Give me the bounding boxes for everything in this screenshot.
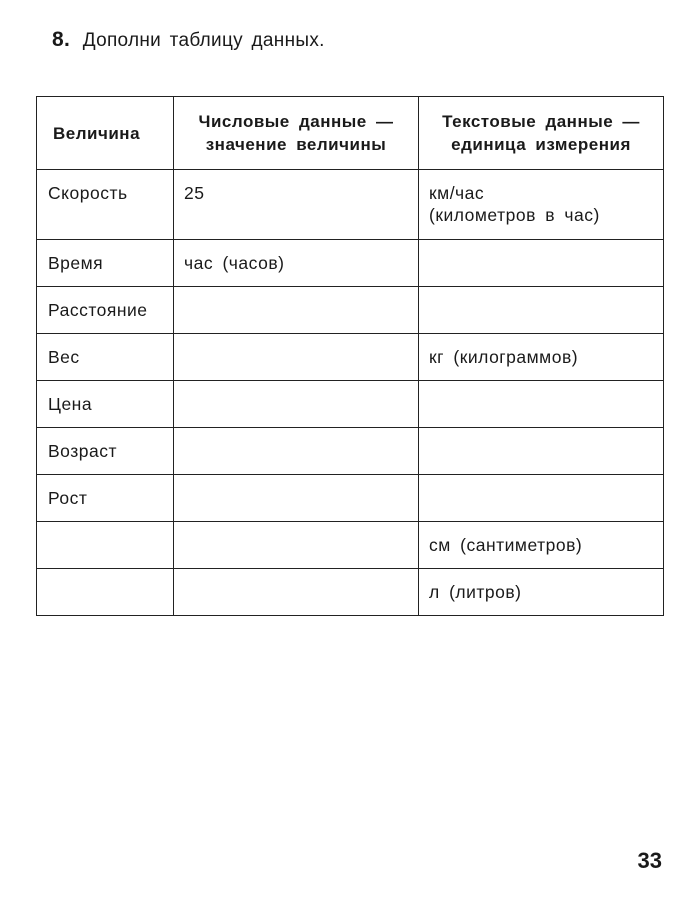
cell-quantity: Вес (37, 334, 174, 381)
cell-unit[interactable]: км/час (километров в час) (419, 170, 664, 240)
cell-numeric[interactable] (174, 381, 419, 428)
cell-unit[interactable] (419, 428, 664, 475)
cell-quantity: Расстояние (37, 287, 174, 334)
cell-unit[interactable] (419, 240, 664, 287)
cell-quantity: Цена (37, 381, 174, 428)
cell-unit[interactable] (419, 287, 664, 334)
table-row (37, 522, 664, 569)
table-row (37, 428, 664, 475)
cell-numeric[interactable] (174, 334, 419, 381)
cell-numeric[interactable]: 25 (174, 170, 419, 240)
task-text: Дополни таблицу данных. (82, 30, 325, 51)
table-row (37, 475, 664, 522)
table-row (37, 170, 664, 240)
cell-numeric[interactable] (174, 522, 419, 569)
data-table (36, 96, 664, 616)
cell-unit[interactable] (419, 475, 664, 522)
table-row (37, 381, 664, 428)
cell-quantity: Время (37, 240, 174, 287)
task-title (52, 28, 325, 52)
cell-quantity: Рост (37, 475, 174, 522)
cell-numeric[interactable] (174, 569, 419, 616)
page-number: 33 (637, 848, 662, 873)
cell-numeric[interactable] (174, 287, 419, 334)
cell-quantity: Возраст (37, 428, 174, 475)
cell-quantity: Скорость (37, 170, 174, 240)
table-row (37, 334, 664, 381)
header-unit: Текстовые данные — единица измерения (419, 97, 664, 170)
header-numeric: Числовые данные — значение величины (174, 97, 419, 170)
cell-numeric[interactable] (174, 428, 419, 475)
cell-quantity[interactable] (37, 522, 174, 569)
table-row (37, 569, 664, 616)
table-row (37, 287, 664, 334)
cell-quantity[interactable] (37, 569, 174, 616)
cell-unit[interactable] (419, 381, 664, 428)
table-row (37, 240, 664, 287)
cell-numeric[interactable] (174, 475, 419, 522)
cell-unit: см (сантиметров) (419, 522, 664, 569)
task-number: 8. (52, 28, 71, 51)
header-quantity: Величина (37, 97, 174, 170)
table-header-row (37, 97, 664, 170)
cell-unit[interactable]: кг (килограммов) (419, 334, 664, 381)
cell-numeric[interactable]: час (часов) (174, 240, 419, 287)
cell-unit: л (литров) (419, 569, 664, 616)
